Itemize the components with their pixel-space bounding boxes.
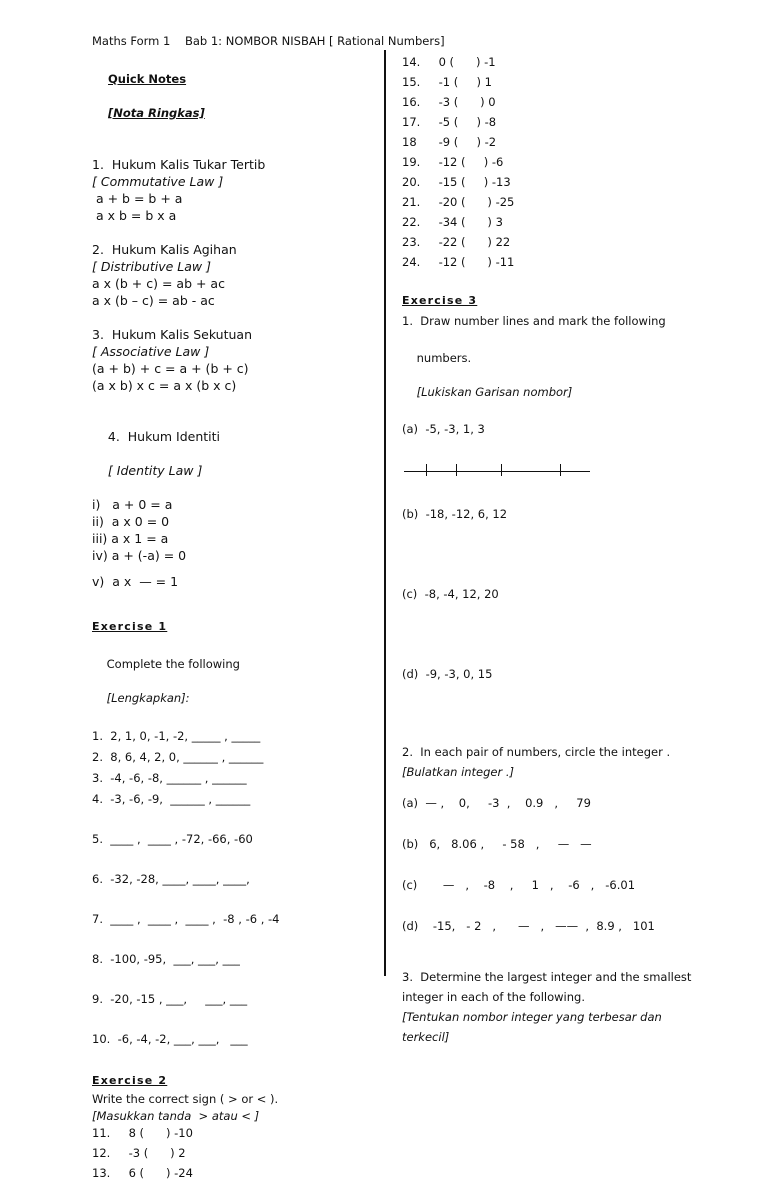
exercise-2-item: 13. 6 ( ) -24	[92, 1166, 193, 1180]
exercise-3-q2-part-d: (d) -15, - 2 , — , —— , 8.9 , 101	[402, 919, 655, 933]
law-2-line-2: a x (b – c) = ab - ac	[92, 293, 215, 308]
exercise-1-item: 6. -32, -28, ____, ____, ____,	[92, 872, 250, 886]
exercise-3-q1-malay: [Lukiskan Garisan nombor]	[416, 385, 573, 399]
exercise-2-item: 24. -12 ( ) -11	[402, 255, 515, 269]
exercise-1-item: 2. 8, 6, 4, 2, 0, ______ , ______	[92, 750, 264, 764]
exercise-3-part-a: (a) -5, -3, 1, 3	[402, 422, 485, 436]
exercise-2-item: 19. -12 ( ) -6	[402, 155, 504, 169]
exercise-1-item: 5. ____ , ____ , -72, -66, -60	[92, 832, 253, 846]
law-2-line-1: a x (b + c) = ab + ac	[92, 276, 225, 291]
identity-line-2: ii) a x 0 = 0	[92, 514, 170, 529]
exercise-3-q2-malay: [Bulatkan integer .]	[402, 765, 515, 779]
exercise-2-instruction: Write the correct sign ( > or < ).	[92, 1092, 279, 1106]
law-3-sub: [ Associative Law ]	[92, 344, 210, 359]
law-2-sub: [ Distributive Law ]	[92, 259, 211, 274]
exercise-2-item: 22. -34 ( ) 3	[402, 215, 503, 229]
exercise-2-item: 17. -5 ( ) -8	[402, 115, 497, 129]
left-column	[92, 54, 372, 1182]
exercise-2-item: 11. 8 ( ) -10	[92, 1126, 193, 1140]
exercise-3-q2-part-a: (a) — , 0, -3 , 0.9 , 79	[402, 796, 591, 810]
identity-line-4: iv) a + (-a) = 0	[92, 548, 187, 563]
exercise-1-item: 3. -4, -6, -8, ______ , ______	[92, 771, 247, 785]
exercise-1-item: 10. -6, -4, -2, ___, ___, ___	[92, 1032, 248, 1046]
page-header: Maths Form 1 Bab 1: NOMBOR NISBAH [ Rational Numbers]	[92, 34, 445, 48]
exercise-3-q3-line-1: 3. Determine the largest integer and the smallest	[402, 970, 692, 984]
exercise-3-q2-part-b: (b) 6, 8.06 , - 58 , — —	[402, 837, 592, 851]
exercise-3-q3-malay-1: [Tentukan nombor integer yang terbesar dan	[402, 1010, 662, 1024]
identity-line-1: i) a + 0 = a	[92, 497, 173, 512]
exercise-3-q2-part-c: (c) — , -8 , 1 , -6 , -6.01	[402, 878, 636, 892]
exercise-2-item: 20. -15 ( ) -13	[402, 175, 511, 189]
law-1-line-1: a + b = b + a	[92, 191, 183, 206]
identity-line-3: iii) a x 1 = a	[92, 531, 169, 546]
exercise-3-q1-line-2	[402, 333, 742, 418]
law-1-heading: 1. Hukum Kalis Tukar Tertib	[92, 157, 266, 172]
quick-notes-title: Quick Notes	[108, 72, 187, 86]
exercise-2-item: 21. -20 ( ) -25	[402, 195, 515, 209]
law-3-line-1: (a + b) + c = a + (b + c)	[92, 361, 249, 376]
right-column	[402, 54, 742, 1046]
quick-notes-title-malay: [Nota Ringkas]	[108, 106, 205, 120]
number-line-tick	[456, 464, 457, 476]
number-line-tick	[426, 464, 427, 476]
exercise-2-item: 16. -3 ( ) 0	[402, 95, 496, 109]
exercise-3-q1-numbers: numbers.	[416, 351, 472, 365]
exercise-2-item: 15. -1 ( ) 1	[402, 75, 492, 89]
exercise-1-item: 1. 2, 1, 0, -1, -2, _____ , _____	[92, 729, 261, 743]
identity-line-5: v) a x — = 1	[92, 574, 179, 589]
exercise-3-q3-malay-2: terkecil]	[402, 1030, 450, 1044]
law-4-heading: 4. Hukum Identiti	[107, 429, 221, 444]
exercise-2-item: 12. -3 ( ) 2	[92, 1146, 186, 1160]
number-line-tick	[501, 464, 502, 476]
exercise-2-item: 23. -22 ( ) 22	[402, 235, 511, 249]
law-2-heading: 2. Hukum Kalis Agihan	[92, 242, 237, 257]
exercise-3-part-b: (b) -18, -12, 6, 12	[402, 507, 508, 521]
number-line-axis	[404, 471, 590, 472]
exercise-1-item: 4. -3, -6, -9, ______ , ______	[92, 792, 251, 806]
law-3-line-2: (a x b) x c = a x (b x c)	[92, 378, 237, 393]
number-line	[402, 464, 742, 484]
exercise-2-title: Exercise 2	[92, 1074, 168, 1087]
exercise-1-instruction: Complete the following	[106, 657, 240, 671]
exercise-1-instruction-malay: [Lengkapkan]:	[106, 691, 190, 705]
number-line-tick	[560, 464, 561, 476]
law-4-heading-line	[92, 411, 372, 496]
quick-notes-title-line	[92, 54, 372, 139]
exercise-3-title: Exercise 3	[402, 294, 478, 307]
exercise-2-item: 14. 0 ( ) -1	[402, 55, 496, 69]
law-1-sub: [ Commutative Law ]	[92, 174, 224, 189]
exercise-3-q3-line-2: integer in each of the following.	[402, 990, 585, 1004]
exercise-3-q1-line-1: 1. Draw number lines and mark the following	[402, 314, 666, 328]
exercise-1-title: Exercise 1	[92, 620, 168, 633]
exercise-1-item: 9. -20, -15 , ___, ___, ___	[92, 992, 248, 1006]
exercise-2-item: 18 -9 ( ) -2	[402, 135, 497, 149]
column-divider	[384, 50, 386, 976]
exercise-1-item: 7. ____ , ____ , ____ , -8 , -6 , -4	[92, 912, 280, 926]
exercise-3-part-d: (d) -9, -3, 0, 15	[402, 667, 493, 681]
exercise-1-item: 8. -100, -95, ___, ___, ___	[92, 952, 240, 966]
exercise-2-instruction-malay: [Masukkan tanda > atau < ]	[92, 1109, 260, 1123]
exercise-1-instruction-line	[92, 639, 372, 724]
law-1-line-2: a x b = b x a	[92, 208, 177, 223]
law-3-heading: 3. Hukum Kalis Sekutuan	[92, 327, 252, 342]
exercise-3-part-c: (c) -8, -4, 12, 20	[402, 587, 499, 601]
exercise-3-q2-line-1: 2. In each pair of numbers, circle the integer .	[402, 745, 671, 759]
law-4-sub: [ Identity Law ]	[107, 463, 203, 478]
